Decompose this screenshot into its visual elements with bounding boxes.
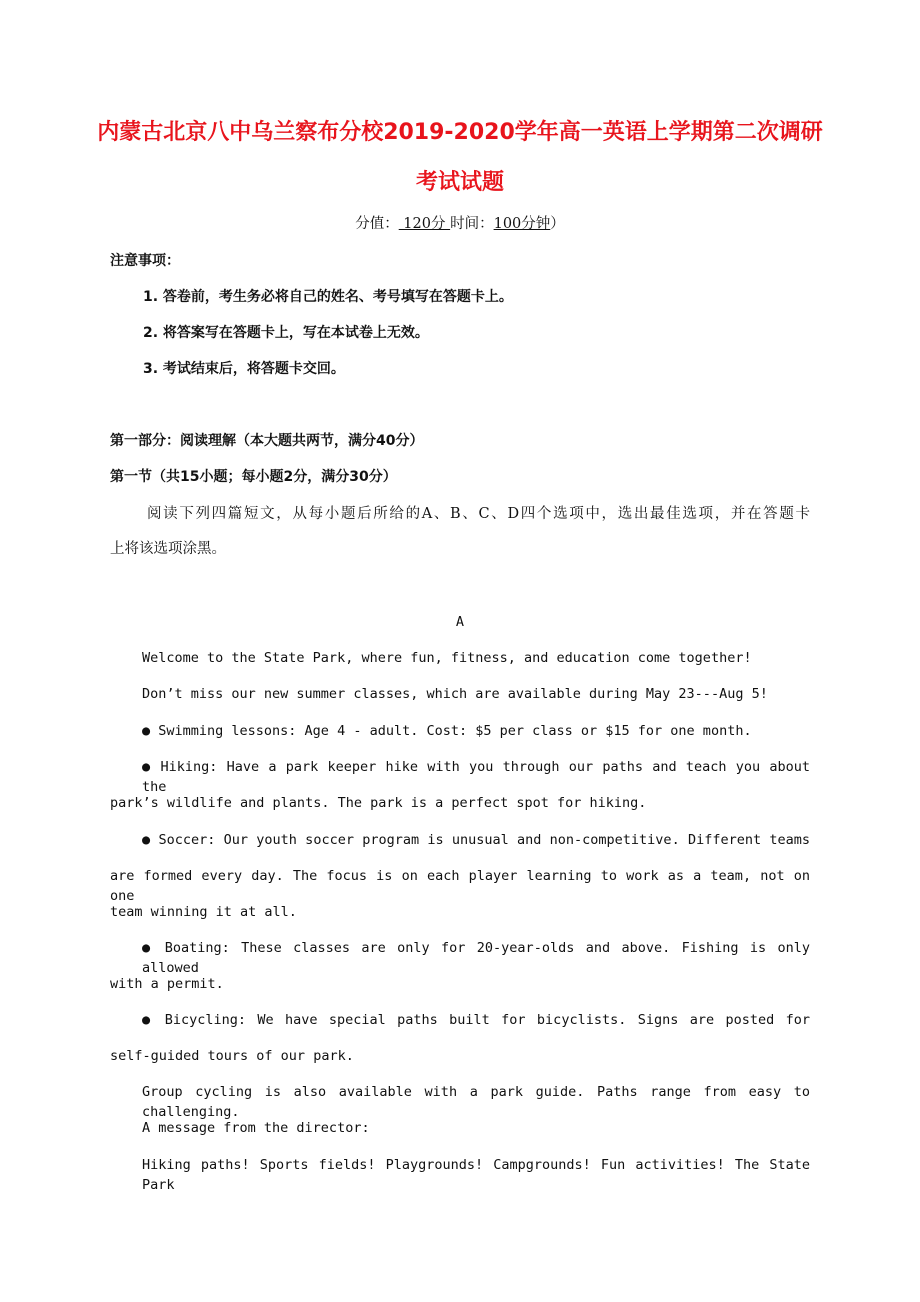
passage-label: A (455, 614, 465, 630)
paren: ） (550, 216, 565, 232)
passage-line: Welcome to the State Park, where fun, fitness, and education come together! (142, 650, 752, 666)
passage-line: ● Swimming lessons: Age 4 - adult. Cost: $5 per class or $15 for one month. (142, 723, 752, 739)
time-label: 时间： (450, 216, 494, 232)
passage-line: ● Bicycling: We have special paths built for bicyclists. Signs are posted for (142, 1012, 810, 1028)
title-line-2: 考试试题 (415, 170, 504, 195)
passage-line: Hiking paths! Sports fields! Playgrounds! Campgrounds! Fun activities! The State Park (142, 1157, 810, 1193)
note-item: 2. 将答案写在答题卡上，写在本试卷上无效。 (143, 325, 429, 341)
score-time-line (0, 214, 920, 234)
passage-line: with a permit. (110, 976, 224, 992)
time-value: 100分钟 (493, 216, 551, 232)
passage-line: ● Soccer: Our youth soccer program is unusual and non-competitive. Different teams (142, 832, 810, 848)
passage-line: ● Boating: These classes are only for 20-year-olds and above. Fishing is only allowed (142, 940, 810, 976)
passage-line: team winning it at all. (110, 904, 297, 920)
instruction-line: 上将该选项涂黑。 (110, 541, 226, 557)
passage-line: self-guided tours of our park. (110, 1048, 354, 1064)
passage-line: ● Hiking: Have a park keeper hike with you through our paths and teach you about the (142, 759, 810, 795)
passage-line: park’s wildlife and plants. The park is a perfect spot for hiking. (110, 795, 647, 811)
title-line-1: 内蒙古北京八中乌兰察布分校2019-2020学年高一英语上学期第二次调研 (97, 120, 823, 145)
section-heading: 第一节（共15小题；每小题2分，满分30分） (110, 469, 397, 485)
score-label: 分值： (355, 216, 399, 232)
passage-line: are formed every day. The focus is on each player learning to work as a team, not on one (110, 868, 810, 904)
note-item: 3. 考试结束后，将答题卡交回。 (143, 361, 345, 377)
instruction-line: 阅读下列四篇短文，从每小题后所给的A、B、C、D四个选项中，选出最佳选项，并在答题卡 (147, 506, 810, 522)
passage-line: Don’t miss our new summer classes, which are available during May 23---Aug 5! (142, 686, 768, 702)
notes-heading: 注意事项： (110, 253, 180, 269)
passage-line: Group cycling is also available with a park guide. Paths range from easy to challenging. (142, 1084, 810, 1120)
score-value: 120分 (398, 216, 451, 232)
note-item: 1. 答卷前，考生务必将自己的姓名、考号填写在答题卡上。 (143, 289, 513, 305)
passage-line: A message from the director: (142, 1120, 370, 1136)
part-heading: 第一部分：阅读理解（本大题共两节，满分40分） (110, 433, 424, 449)
